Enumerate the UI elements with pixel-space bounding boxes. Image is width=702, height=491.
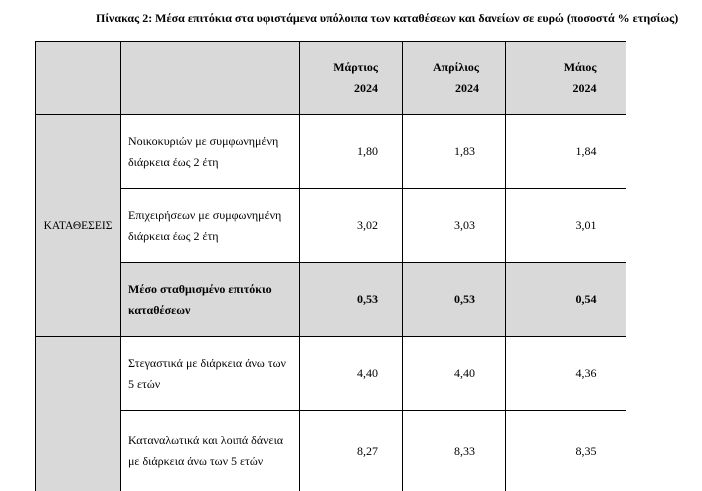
column-month: Απρίλιος: [433, 60, 479, 74]
interest-rates-table: [35, 41, 626, 491]
row-label: Μέσο σταθμισμένο επιτόκιο καταθέσεων: [121, 263, 300, 337]
value-cell: 8,33: [403, 411, 506, 491]
group-label-deposits: ΚΑΤΑΘΕΣΕΙΣ: [36, 115, 121, 337]
table-caption: Πίνακας 2: Μέσα επιτόκια στα υφιστάμενα υπόλοιπα των καταθέσεων και δανείων σε ευρώ (ποσοστά % ετησίως): [96, 11, 678, 26]
table-header-row: [36, 42, 626, 115]
table-row: [36, 411, 626, 491]
row-label: Επιχειρήσεων με συμφωνημένη διάρκεια έως 2 έτη: [121, 189, 300, 263]
group-label-loans: [36, 337, 121, 491]
row-label: Νοικοκυριών με συμφωνημένη διάρκεια έως 2 έτη: [121, 115, 300, 189]
value-cell: 1,84: [506, 115, 626, 189]
table-row: [36, 337, 626, 411]
column-header-may: [506, 42, 626, 115]
value-cell: 1,80: [300, 115, 403, 189]
row-label: Στεγαστικά με διάρκεια άνω των 5 ετών: [121, 337, 300, 411]
value-cell: 4,40: [300, 337, 403, 411]
row-label: Καταναλωτικά και λοιπά δάνεια με διάρκεια άνω των 5 ετών: [121, 411, 300, 491]
value-cell: 0,53: [300, 263, 403, 337]
value-cell: 8,35: [506, 411, 626, 491]
column-month: Μάρτιος: [333, 60, 378, 74]
column-year: 2024: [455, 81, 479, 95]
value-cell: 3,03: [403, 189, 506, 263]
value-cell: 0,53: [403, 263, 506, 337]
value-cell: 1,83: [403, 115, 506, 189]
value-cell: 8,27: [300, 411, 403, 491]
table-row: [36, 115, 626, 189]
value-cell: 3,01: [506, 189, 626, 263]
header-empty-cell: [121, 42, 300, 115]
value-cell: 4,40: [403, 337, 506, 411]
value-cell: 0,54: [506, 263, 626, 337]
column-header-april: [403, 42, 506, 115]
table-row-weighted-average: [36, 263, 626, 337]
column-month: Μάιος: [564, 60, 597, 74]
table-row: [36, 189, 626, 263]
column-header-march: [300, 42, 403, 115]
header-empty-cell: [36, 42, 121, 115]
column-year: 2024: [573, 81, 597, 95]
value-cell: 3,02: [300, 189, 403, 263]
value-cell: 4,36: [506, 337, 626, 411]
column-year: 2024: [354, 81, 378, 95]
